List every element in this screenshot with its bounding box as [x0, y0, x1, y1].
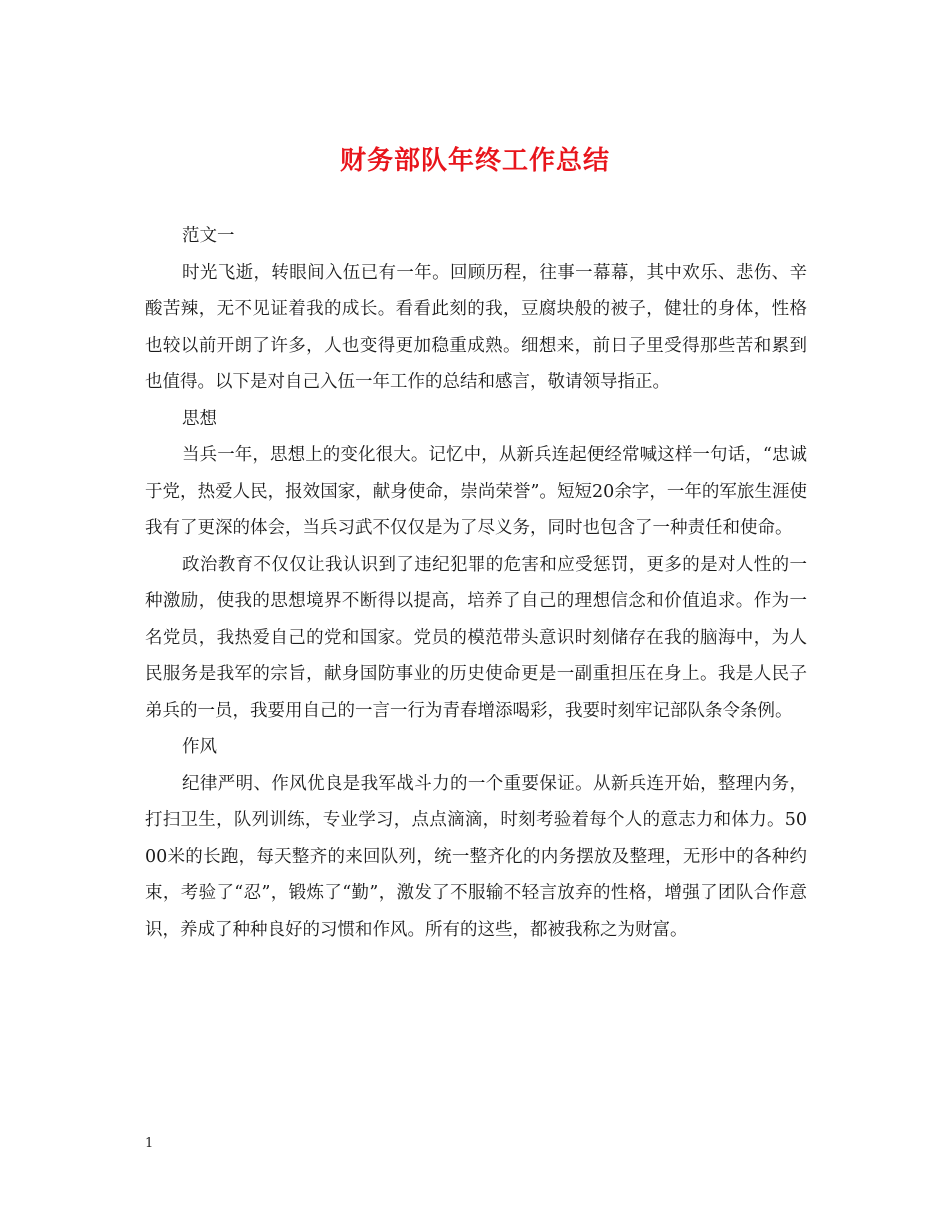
document-title: 财务部队年终工作总结	[339, 146, 610, 176]
document-body	[145, 218, 807, 948]
section-heading-zuofeng: 作风	[182, 737, 217, 757]
page-number: 1	[145, 1136, 154, 1151]
paragraph-sixiang-1: 当兵一年，思想上的变化很大。记忆中，从新兵连起便经常喊这样一句话，“忠诚于党，热爱人民，报效国家，献身使命，崇尚荣誉”。短短20余字，一年的军旅生涯使我有了更深的体会，当兵习武不仅仅是为了尽义务，同时也包含了一种责任和使命。	[145, 445, 807, 538]
paragraph-intro: 时光飞逝，转眼间入伍已有一年。回顾历程，往事一幕幕，其中欢乐、悲伤、辛酸苦辣，无不见证着我的成长。看看此刻的我，豆腐块般的被子，健壮的身体，性格也较以前开朗了许多，人也变得更加稳重成熟。细想来，前日子里受得那些苦和累到也值得。以下是对自己入伍一年工作的总结和感言，敬请领导指正。	[145, 262, 807, 392]
paragraph-sixiang-2: 政治教育不仅仅让我认识到了违纪犯罪的危害和应受惩罚，更多的是对人性的一种激励，使我的思想境界不断得以提高，培养了自己的理想信念和价值追求。作为一名党员，我热爱自己的党和国家。党员的模范带头意识时刻储存在我的脑海中，为人民服务是我军的宗旨，献身国防事业的历史使命更是一副重担压在身上。我是人民子弟兵的一员，我要用自己的一言一行为青春增添喝彩，我要时刻牢记部队条令条例。	[145, 554, 807, 721]
paragraph-zuofeng: 纪律严明、作风优良是我军战斗力的一个重要保证。从新兵连开始，整理内务，打扫卫生，队列训练，专业学习，点点滴滴，时刻考验着每个人的意志力和体力。5000米的长跑，每天整齐的来回队列，统一整齐化的内务摆放及整理，无形中的各种约束，考验了“忍”，锻炼了“勤”，激发了不服输不轻言放弃的性格，增强了团队合作意识，养成了种种良好的习惯和作风。所有的这些，都被我称之为财富。	[145, 773, 807, 940]
section-heading-sixiang: 思想	[182, 408, 217, 429]
section-heading-fanwen: 范文一	[182, 226, 235, 246]
